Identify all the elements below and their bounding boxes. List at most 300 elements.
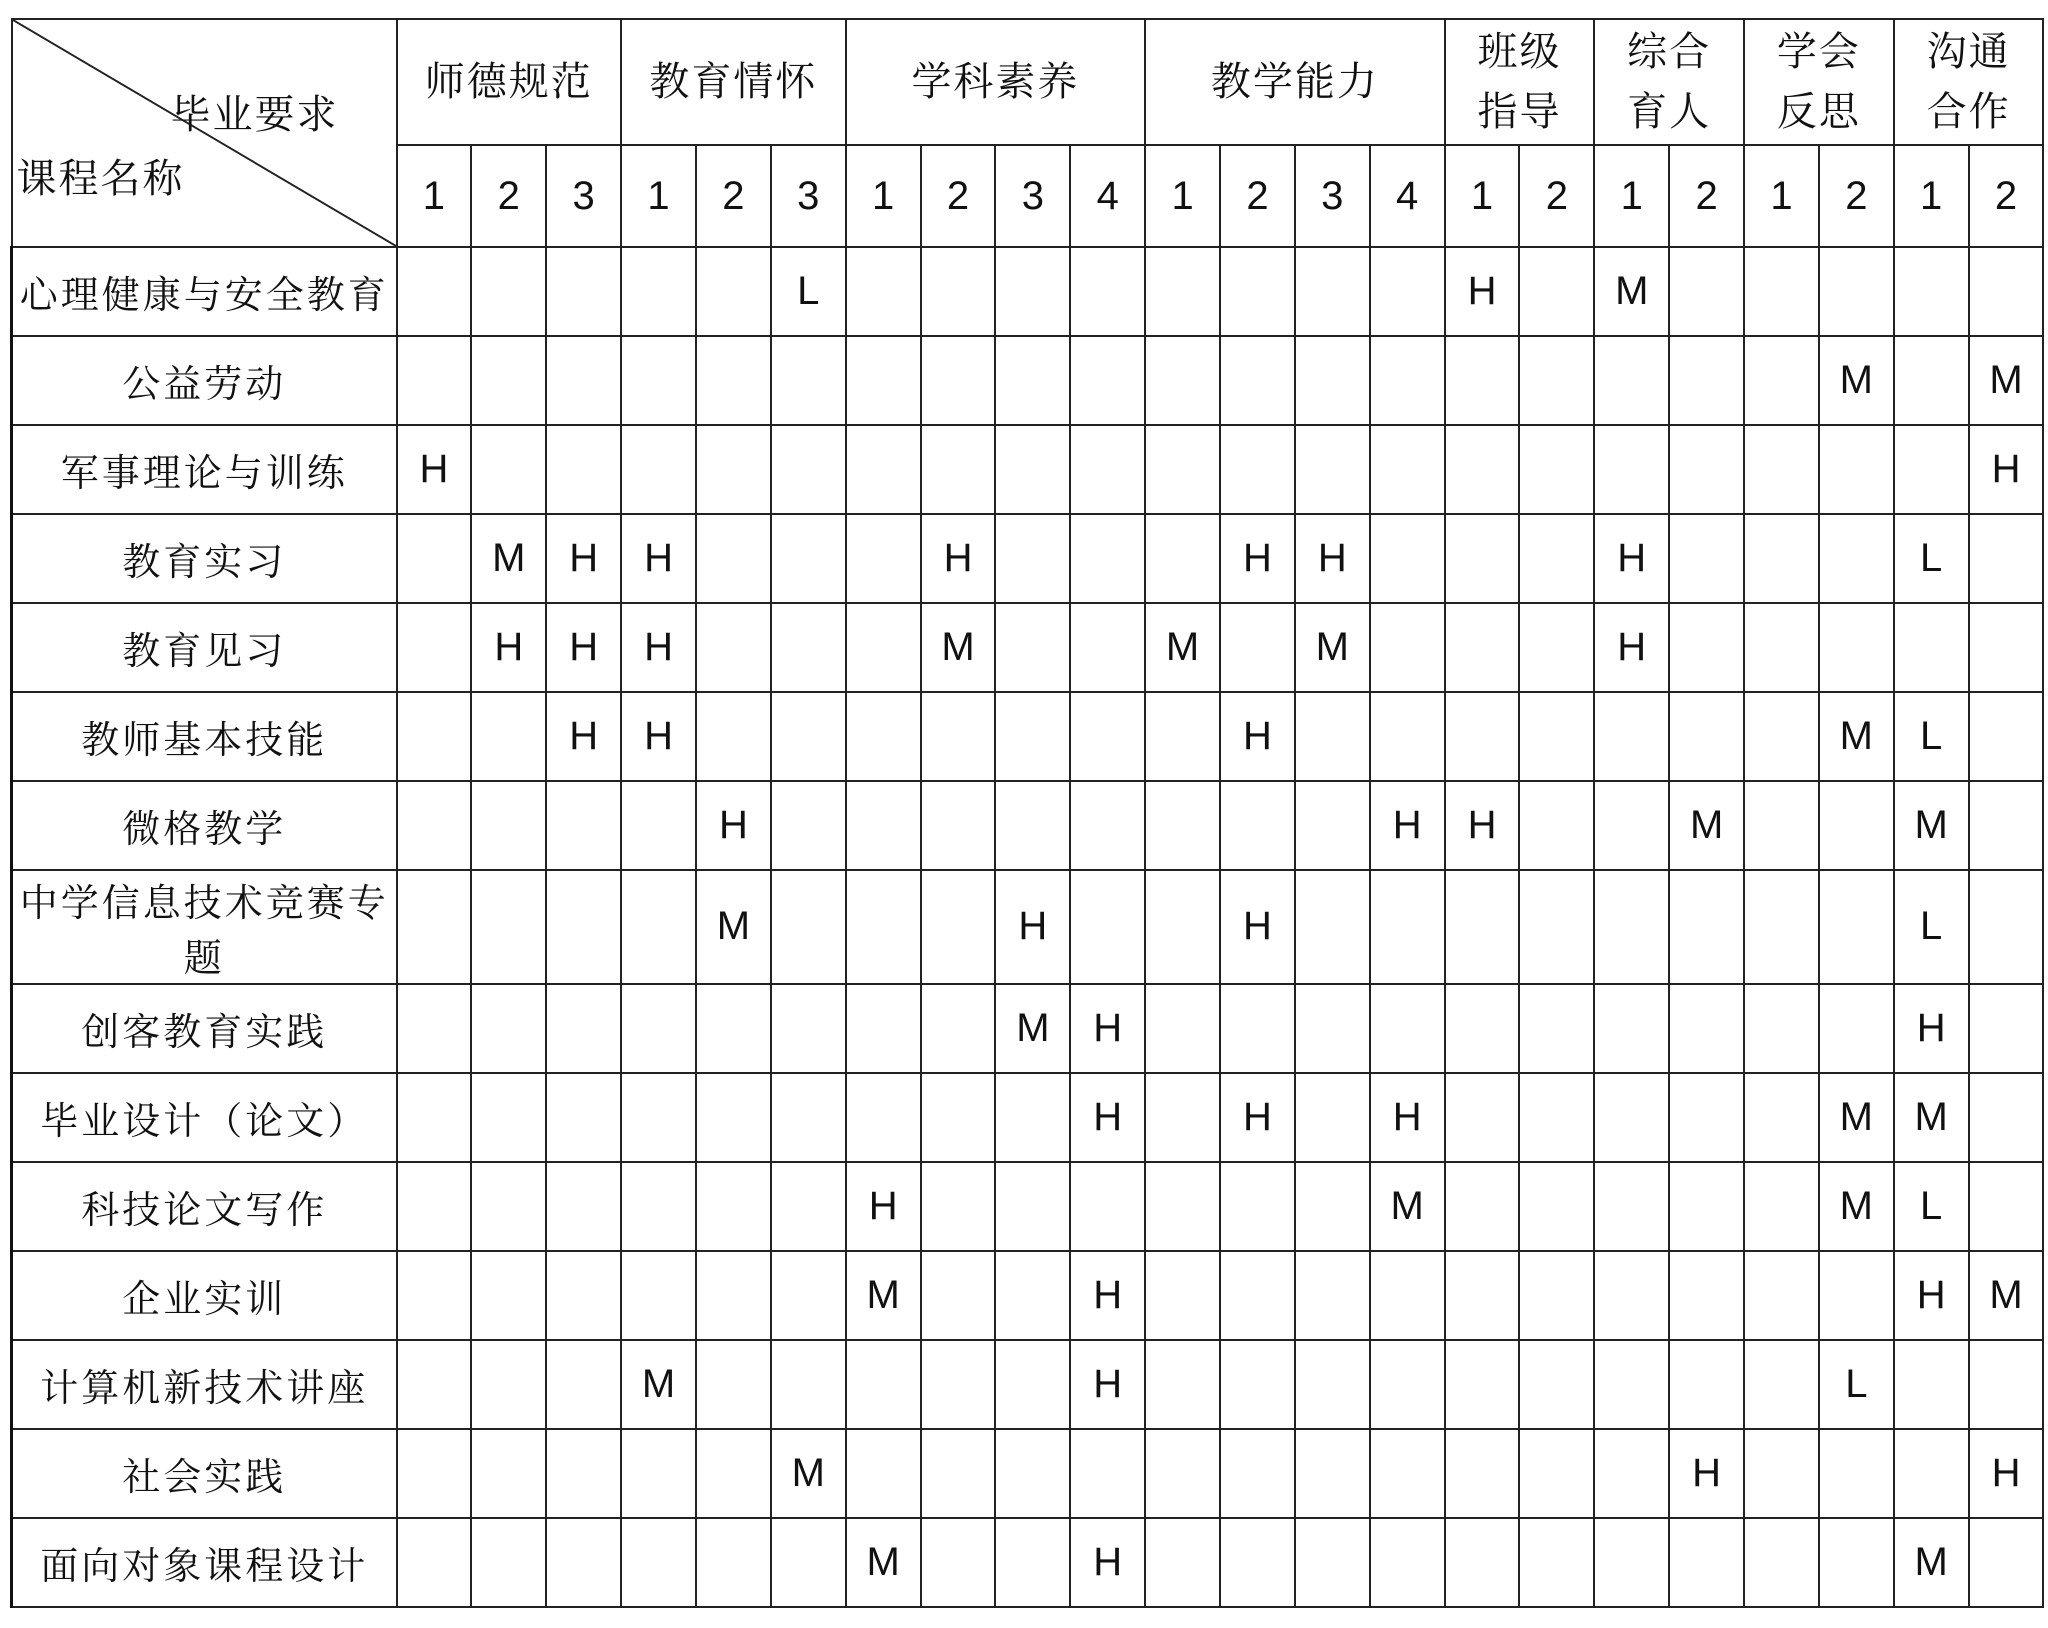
support-level-cell — [921, 1518, 996, 1607]
support-level-cell — [921, 1340, 996, 1429]
support-level-cell — [1445, 692, 1520, 781]
support-level-cell — [1594, 1340, 1669, 1429]
support-level-cell: H — [621, 514, 696, 603]
requirement-group-header-row — [12, 19, 2044, 145]
support-level-cell — [1744, 692, 1819, 781]
support-level-cell — [1370, 247, 1445, 336]
support-level-cell — [921, 781, 996, 870]
support-level-cell — [1145, 870, 1220, 983]
support-level-cell — [1519, 603, 1594, 692]
support-level-cell — [995, 1073, 1070, 1162]
support-level-cell — [1819, 514, 1894, 603]
support-level-cell — [771, 1073, 846, 1162]
support-level-cell — [1894, 1429, 1969, 1518]
course-name-cell: 计算机新技术讲座 — [12, 1340, 397, 1429]
support-level-cell — [771, 870, 846, 983]
support-level-cell: H — [546, 603, 621, 692]
support-level-cell — [546, 781, 621, 870]
support-level-cell — [771, 1251, 846, 1340]
support-level-cell — [1295, 870, 1370, 983]
support-level-cell — [1220, 1251, 1295, 1340]
support-level-cell: H — [1969, 425, 2044, 514]
support-level-cell — [621, 1429, 696, 1518]
support-level-cell — [1894, 1340, 1969, 1429]
course-name-cell: 教育实习 — [12, 514, 397, 603]
support-level-cell — [1894, 336, 1969, 425]
support-level-cell — [1070, 514, 1145, 603]
support-level-cell — [1594, 1251, 1669, 1340]
requirement-group-label: 指导 — [1477, 89, 1562, 135]
support-level-cell — [1594, 1518, 1669, 1607]
support-level-cell: L — [1819, 1340, 1894, 1429]
support-level-cell — [621, 336, 696, 425]
support-level-cell — [995, 247, 1070, 336]
support-level-cell — [1070, 425, 1145, 514]
support-level-cell — [1519, 425, 1594, 514]
requirement-index-cell: 2 — [696, 145, 771, 247]
support-level-cell — [1220, 336, 1295, 425]
support-level-cell — [1744, 1162, 1819, 1251]
support-level-cell — [1519, 781, 1594, 870]
support-level-cell — [1669, 984, 1744, 1073]
support-level-cell — [1594, 1073, 1669, 1162]
support-level-cell — [1519, 514, 1594, 603]
support-level-cell — [1145, 336, 1220, 425]
support-level-cell — [1744, 247, 1819, 336]
support-level-cell — [1669, 603, 1744, 692]
support-level-cell — [771, 781, 846, 870]
support-level-cell — [471, 1073, 546, 1162]
support-level-cell — [1894, 247, 1969, 336]
requirement-index-cell: 3 — [771, 145, 846, 247]
support-level-cell — [696, 425, 771, 514]
support-level-cell — [546, 1429, 621, 1518]
support-level-cell — [397, 1073, 472, 1162]
support-level-cell — [1519, 1073, 1594, 1162]
support-level-cell — [1445, 603, 1520, 692]
support-level-cell — [1445, 870, 1520, 983]
support-level-cell — [397, 692, 472, 781]
support-level-cell — [1744, 1251, 1819, 1340]
support-level-cell: H — [1445, 247, 1520, 336]
support-level-cell: H — [1370, 1073, 1445, 1162]
support-level-cell — [397, 603, 472, 692]
support-level-cell — [1669, 425, 1744, 514]
support-level-cell — [471, 1518, 546, 1607]
support-level-cell: H — [1220, 514, 1295, 603]
support-level-cell — [471, 870, 546, 983]
support-level-cell — [1445, 984, 1520, 1073]
support-level-cell — [1969, 603, 2044, 692]
support-level-cell — [1370, 1429, 1445, 1518]
support-level-cell — [1669, 1162, 1744, 1251]
support-level-cell: H — [1594, 514, 1669, 603]
requirement-group-label: 综合 — [1627, 29, 1712, 75]
support-level-cell — [1445, 1073, 1520, 1162]
support-level-cell — [1594, 1162, 1669, 1251]
support-level-cell — [546, 247, 621, 336]
support-level-cell — [1819, 425, 1894, 514]
support-level-cell — [921, 247, 996, 336]
support-level-cell — [846, 1340, 921, 1429]
support-level-cell: H — [1070, 1518, 1145, 1607]
support-level-cell — [1969, 1518, 2044, 1607]
support-level-cell: H — [546, 692, 621, 781]
support-level-cell: H — [471, 603, 546, 692]
requirement-index-cell: 1 — [1894, 145, 1969, 247]
support-level-cell — [471, 1340, 546, 1429]
requirement-index-cell: 1 — [1445, 145, 1520, 247]
requirement-index-cell: 1 — [1594, 145, 1669, 247]
support-level-cell — [771, 692, 846, 781]
support-level-cell — [1145, 692, 1220, 781]
course-name-cell: 企业实训 — [12, 1251, 397, 1340]
support-level-cell — [1594, 336, 1669, 425]
course-row — [12, 870, 2044, 983]
support-level-cell — [546, 1073, 621, 1162]
support-level-cell — [1519, 336, 1594, 425]
requirement-index-cell: 1 — [1744, 145, 1819, 247]
support-level-cell — [1220, 1518, 1295, 1607]
support-level-cell — [1145, 1162, 1220, 1251]
support-level-cell — [995, 1518, 1070, 1607]
requirement-index-cell: 1 — [1145, 145, 1220, 247]
support-level-cell — [1145, 514, 1220, 603]
support-level-cell — [1969, 514, 2044, 603]
support-level-cell: M — [1295, 603, 1370, 692]
support-level-cell — [621, 1518, 696, 1607]
support-level-cell — [1220, 247, 1295, 336]
support-level-cell — [1819, 1251, 1894, 1340]
requirement-index-cell: 2 — [1220, 145, 1295, 247]
support-level-cell — [1445, 514, 1520, 603]
support-level-cell — [397, 514, 472, 603]
support-level-cell: H — [1220, 870, 1295, 983]
support-level-cell — [1744, 870, 1819, 983]
support-level-cell — [1519, 247, 1594, 336]
support-level-cell — [1295, 247, 1370, 336]
support-level-cell: H — [1220, 1073, 1295, 1162]
support-level-cell — [397, 1429, 472, 1518]
support-level-cell — [1145, 1340, 1220, 1429]
course-row — [12, 1429, 2044, 1518]
support-level-cell — [1370, 870, 1445, 983]
support-level-cell — [1744, 781, 1819, 870]
support-level-cell — [471, 336, 546, 425]
support-level-cell — [846, 870, 921, 983]
support-level-cell — [995, 1429, 1070, 1518]
course-row — [12, 336, 2044, 425]
support-level-cell — [397, 247, 472, 336]
course-row — [12, 247, 2044, 336]
support-level-cell: H — [921, 514, 996, 603]
support-level-cell — [1220, 603, 1295, 692]
support-level-cell — [846, 692, 921, 781]
requirement-group-label: 师德规范 — [424, 59, 593, 105]
course-name-cell: 公益劳动 — [12, 336, 397, 425]
requirement-group-label: 教育情怀 — [649, 59, 818, 105]
support-level-cell: M — [1819, 336, 1894, 425]
support-level-cell — [1894, 425, 1969, 514]
support-level-cell: M — [1819, 692, 1894, 781]
support-level-cell — [846, 603, 921, 692]
support-level-cell — [1969, 984, 2044, 1073]
support-level-cell — [1445, 1518, 1520, 1607]
support-level-cell — [1969, 1162, 2044, 1251]
requirement-group-label: 学科素养 — [911, 59, 1080, 105]
support-level-cell — [995, 1340, 1070, 1429]
requirement-index-cell: 2 — [471, 145, 546, 247]
support-level-cell — [471, 781, 546, 870]
requirement-index-cell: 1 — [846, 145, 921, 247]
course-row — [12, 1340, 2044, 1429]
support-level-cell — [696, 1073, 771, 1162]
support-level-cell: M — [1370, 1162, 1445, 1251]
requirement-group-1 — [397, 19, 622, 145]
requirement-group-8 — [1894, 19, 2044, 145]
course-name-cell: 创客教育实践 — [12, 984, 397, 1073]
support-level-cell — [1744, 336, 1819, 425]
support-level-cell — [1070, 870, 1145, 983]
support-level-cell — [546, 1162, 621, 1251]
course-row — [12, 781, 2044, 870]
support-level-cell — [1145, 1073, 1220, 1162]
support-level-cell — [546, 870, 621, 983]
support-level-cell — [696, 336, 771, 425]
support-level-cell — [1070, 1429, 1145, 1518]
support-level-cell — [471, 247, 546, 336]
support-level-cell — [1669, 336, 1744, 425]
support-level-cell — [1370, 692, 1445, 781]
support-level-cell: H — [1445, 781, 1520, 870]
support-level-cell — [1145, 247, 1220, 336]
support-level-cell: M — [1894, 1073, 1969, 1162]
support-level-cell — [1070, 603, 1145, 692]
requirement-group-label: 班级 — [1477, 29, 1562, 75]
support-level-cell — [1669, 1340, 1744, 1429]
requirement-index-cell: 3 — [1295, 145, 1370, 247]
course-name-cell: 教师基本技能 — [12, 692, 397, 781]
support-level-cell — [397, 984, 472, 1073]
support-level-cell — [771, 425, 846, 514]
support-level-cell — [1295, 984, 1370, 1073]
support-level-cell — [696, 984, 771, 1073]
support-level-cell — [771, 603, 846, 692]
requirement-index-cell: 2 — [921, 145, 996, 247]
support-level-cell — [546, 336, 621, 425]
support-level-cell — [1744, 514, 1819, 603]
support-level-cell — [1220, 781, 1295, 870]
support-level-cell — [546, 1518, 621, 1607]
support-level-cell: H — [1894, 1251, 1969, 1340]
support-level-cell — [621, 781, 696, 870]
support-level-cell — [1220, 1429, 1295, 1518]
support-level-cell — [1370, 514, 1445, 603]
support-level-cell — [1519, 1518, 1594, 1607]
support-level-cell — [1969, 692, 2044, 781]
support-level-cell — [771, 1340, 846, 1429]
support-level-cell: M — [1594, 247, 1669, 336]
support-level-cell — [995, 603, 1070, 692]
support-level-cell — [1744, 1073, 1819, 1162]
support-level-cell — [1669, 247, 1744, 336]
support-level-cell — [471, 692, 546, 781]
requirement-index-cell: 2 — [1669, 145, 1744, 247]
course-name-cell: 科技论文写作 — [12, 1162, 397, 1251]
support-level-cell — [771, 984, 846, 1073]
support-level-cell — [1445, 1429, 1520, 1518]
support-level-cell — [546, 425, 621, 514]
support-level-cell — [1819, 1429, 1894, 1518]
support-level-cell — [846, 1429, 921, 1518]
course-axis-label: 课程名称 — [16, 156, 185, 202]
support-level-cell: H — [995, 870, 1070, 983]
requirement-index-cell: 2 — [1519, 145, 1594, 247]
support-level-cell — [1220, 1162, 1295, 1251]
support-level-cell — [471, 1429, 546, 1518]
corner-header-cell — [12, 19, 397, 247]
course-rows — [12, 247, 2044, 1607]
support-level-cell: M — [1669, 781, 1744, 870]
requirement-group-label: 教学能力 — [1210, 59, 1379, 105]
support-level-cell — [696, 1340, 771, 1429]
support-level-cell — [921, 1251, 996, 1340]
support-level-cell — [1295, 425, 1370, 514]
support-level-cell — [1819, 1518, 1894, 1607]
support-level-cell — [1744, 1429, 1819, 1518]
support-level-cell — [1220, 1340, 1295, 1429]
support-level-cell — [1070, 336, 1145, 425]
support-level-cell — [696, 1429, 771, 1518]
support-level-cell — [621, 1162, 696, 1251]
support-level-cell — [1370, 1340, 1445, 1429]
support-level-cell — [1445, 1340, 1520, 1429]
requirement-group-label: 育人 — [1627, 89, 1712, 135]
support-level-cell — [397, 781, 472, 870]
support-level-cell: L — [1894, 870, 1969, 983]
support-level-cell: M — [921, 603, 996, 692]
support-level-cell: M — [1819, 1162, 1894, 1251]
support-level-cell — [1819, 870, 1894, 983]
support-level-cell — [771, 514, 846, 603]
support-level-cell — [1744, 1518, 1819, 1607]
graduation-requirement-matrix — [10, 18, 2044, 1608]
support-level-cell — [1370, 1518, 1445, 1607]
support-level-cell — [397, 1251, 472, 1340]
support-level-cell — [1594, 425, 1669, 514]
support-level-cell — [1669, 692, 1744, 781]
support-level-cell: M — [1894, 781, 1969, 870]
support-level-cell — [1969, 1340, 2044, 1429]
support-level-cell — [1594, 781, 1669, 870]
course-row — [12, 514, 2044, 603]
support-level-cell — [471, 425, 546, 514]
support-level-cell — [621, 1251, 696, 1340]
support-level-cell — [1145, 1251, 1220, 1340]
requirement-group-2 — [621, 19, 846, 145]
support-level-cell: M — [1145, 603, 1220, 692]
support-level-cell: M — [846, 1518, 921, 1607]
support-level-cell — [1295, 692, 1370, 781]
support-level-cell: H — [1969, 1429, 2044, 1518]
support-level-cell — [995, 425, 1070, 514]
support-level-cell — [696, 692, 771, 781]
support-level-cell — [1295, 1518, 1370, 1607]
course-name-cell: 中学信息技术竞赛专题 — [12, 870, 397, 983]
course-name-cell: 毕业设计（论文） — [12, 1073, 397, 1162]
support-level-cell — [1969, 781, 2044, 870]
support-level-cell: L — [771, 247, 846, 336]
support-level-cell — [696, 514, 771, 603]
support-level-cell — [846, 1073, 921, 1162]
support-level-cell — [696, 1518, 771, 1607]
support-level-cell — [995, 1251, 1070, 1340]
support-level-cell — [1445, 1251, 1520, 1340]
support-level-cell — [921, 1073, 996, 1162]
support-level-cell — [1370, 425, 1445, 514]
support-level-cell: H — [846, 1162, 921, 1251]
support-level-cell: H — [621, 603, 696, 692]
support-level-cell — [696, 1162, 771, 1251]
support-level-cell — [1295, 336, 1370, 425]
support-level-cell — [1744, 984, 1819, 1073]
support-level-cell: H — [1070, 1073, 1145, 1162]
support-level-cell — [397, 1340, 472, 1429]
support-level-cell — [397, 1518, 472, 1607]
support-level-cell: H — [1594, 603, 1669, 692]
support-level-cell — [1519, 692, 1594, 781]
support-level-cell — [1519, 1340, 1594, 1429]
support-level-cell — [397, 336, 472, 425]
course-name-cell: 微格教学 — [12, 781, 397, 870]
support-level-cell — [1669, 1518, 1744, 1607]
support-level-cell — [696, 1251, 771, 1340]
support-level-cell — [621, 247, 696, 336]
support-level-cell — [1145, 984, 1220, 1073]
requirement-group-label: 反思 — [1776, 89, 1861, 135]
support-level-cell — [846, 336, 921, 425]
requirement-index-cell: 2 — [1819, 145, 1894, 247]
support-level-cell: H — [1070, 1251, 1145, 1340]
support-level-cell — [1145, 425, 1220, 514]
support-level-cell — [1295, 1340, 1370, 1429]
support-level-cell: H — [546, 514, 621, 603]
support-level-cell: M — [1969, 336, 2044, 425]
support-level-cell — [1744, 603, 1819, 692]
support-level-cell: M — [471, 514, 546, 603]
support-level-cell — [1070, 247, 1145, 336]
support-level-cell: H — [1220, 692, 1295, 781]
support-level-cell — [1744, 425, 1819, 514]
support-level-cell — [1370, 603, 1445, 692]
support-level-cell — [621, 870, 696, 983]
requirement-index-cell: 3 — [546, 145, 621, 247]
support-level-cell — [1819, 247, 1894, 336]
support-level-cell — [1220, 984, 1295, 1073]
support-level-cell: L — [1894, 692, 1969, 781]
support-level-cell: H — [1370, 781, 1445, 870]
support-level-cell — [1445, 336, 1520, 425]
support-level-cell — [1669, 1073, 1744, 1162]
support-level-cell — [1969, 1073, 2044, 1162]
support-level-cell: H — [1070, 984, 1145, 1073]
course-row — [12, 603, 2044, 692]
course-name-cell: 教育见习 — [12, 603, 397, 692]
support-level-cell — [621, 1073, 696, 1162]
course-name-cell: 社会实践 — [12, 1429, 397, 1518]
requirement-index-cell: 1 — [621, 145, 696, 247]
support-level-cell — [846, 781, 921, 870]
